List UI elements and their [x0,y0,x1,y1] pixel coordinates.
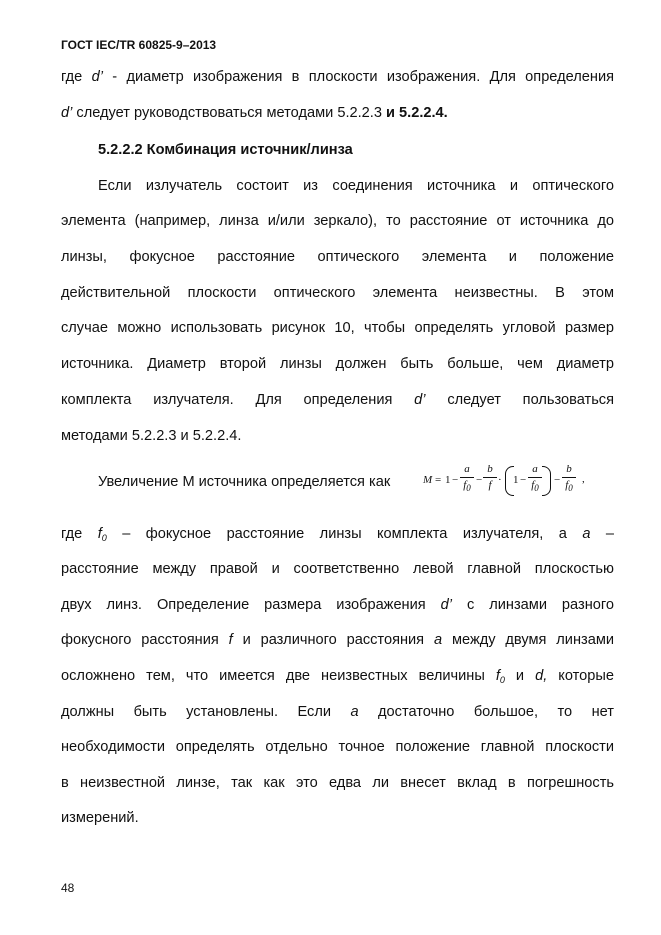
paragraph-line: элемента (например, линза и/или зеркало), то расстояние от источника до [61,213,614,229]
paragraph-line: линзы, фокусное расстояние оптического элемента и положение [61,249,614,265]
formula-subscript-zero: 0 [466,483,471,493]
text-run: и различного расстояния [242,632,434,648]
page-number: 48 [61,881,75,895]
formula-f: f [531,479,535,491]
formula-fraction-a-f0 [528,464,542,493]
variable-a: a [350,704,359,720]
paragraph-line [61,666,614,690]
formula-denominator-f0 [460,480,474,493]
text-run: должны быть установлены. Если [61,704,351,720]
variable-a: a [582,526,591,542]
text-run: фокусного расстояния [61,632,229,648]
text-run: следует пользоваться [447,392,614,408]
paragraph-line [61,103,614,123]
formula-subscript-zero: 0 [568,483,573,493]
text-run: – фокусное расстояние линзы комплекта излучателя, а [122,526,583,542]
formula-right-parenthesis [542,466,551,496]
formula-minus: − [520,474,527,486]
formula-minus: − [452,474,459,486]
text-run: – [605,526,614,542]
fraction-bar [528,477,542,478]
variable-f: f [228,632,233,648]
paragraph-line [61,595,614,615]
formula-f: f [565,479,569,491]
paragraph-line [61,702,614,722]
text-run: двух линз. Определение размера изображения [61,597,441,613]
paragraph-line [61,630,614,650]
formula-denominator-f: f [488,479,492,491]
text-run: где [61,526,98,542]
paragraph-line: необходимости определять отдельно точное положение главной плоскости [61,739,614,755]
paragraph-line [61,524,614,548]
formula-denominator-f0 [528,480,542,493]
formula-fraction-b-f [483,464,497,491]
formula-one: 1 [513,474,519,486]
text-run: осложнено тем, что имеется две неизвестных величины [61,668,496,684]
variable-f: f [97,526,102,542]
formula-subscript-zero: 0 [534,483,539,493]
text-run: которые [558,668,614,684]
fraction-bar [460,477,474,478]
fraction-bar [562,477,576,478]
paragraph-line: действительной плоскости оптического элемента неизвестны. В этом [61,285,614,301]
variable-d-prime: d’ [440,597,453,613]
formula-m: M [423,474,433,486]
text-run: - диаметр изображения в плоскости изображения. Для определения [112,69,614,85]
formula-fraction-b-f0 [562,464,576,493]
text-run: следует руководствоваться методами 5.2.2.3 [76,105,387,121]
text-run: достаточно большое, то нет [378,704,614,720]
formula-f: f [463,479,467,491]
text-run: с линзами разного [466,597,614,613]
formula-dot: · [498,474,502,486]
formula-minus: − [554,474,561,486]
subscript-zero: 0 [499,675,505,685]
paragraph-line: расстояние между правой и соответственно левой главной плоскостью [61,561,614,577]
formula-numerator-b: b [566,463,572,475]
formula-minus: − [476,474,483,486]
bold-reference: и 5.2.2.4. [386,105,448,121]
variable-a: a [433,632,443,648]
text-run: где [61,69,92,85]
magnification-formula [423,460,593,508]
document-header: ГОСТ IEC/TR 60825-9–2013 [61,38,217,52]
formula-denominator-f0 [562,480,576,493]
paragraph-line: источника. Диаметр второй линзы должен быть больше, чем диаметр [61,356,614,372]
formula-comma: , [582,473,585,485]
variable-f0 [98,526,123,542]
fraction-bar [483,477,497,478]
formula-one: 1 [445,474,451,486]
paragraph-line [61,67,614,87]
paragraph-line: в неизвестной линзе, так как это едва ли внесет вклад в погрешность [61,775,614,791]
section-heading: 5.2.2.2 Комбинация источник/линза [98,142,353,158]
formula-intro-text: Увеличение М источника определяется как [98,474,391,490]
variable-f0 [496,668,516,684]
text-run: комплекта излучателя. Для определения [61,392,415,408]
text-run: и [515,668,536,684]
paragraph-line: Если излучатель состоит из соединения источника и оптического [98,178,614,194]
formula-equals: = [435,474,442,486]
variable-d: d, [535,668,548,684]
paragraph-line: измерений. [61,810,139,826]
paragraph-line: методами 5.2.2.3 и 5.2.2.4. [61,428,242,444]
formula-numerator-a: a [532,463,538,475]
variable-d-prime: d’ [61,105,73,121]
formula-numerator-a: a [464,463,470,475]
formula-fraction-a-f0 [460,464,474,493]
formula-numerator-b: b [487,463,493,475]
subscript-zero: 0 [101,533,107,543]
magnification-formula-line [98,460,614,508]
variable-d-prime: d’ [91,69,103,85]
variable-d-prime: d’ [414,392,426,408]
text-run: между двумя линзами [451,632,614,648]
paragraph-line [61,390,614,410]
variable-f: f [495,668,500,684]
paragraph-line: случае можно использовать рисунок 10, чтобы определять угловой размер [61,320,614,336]
